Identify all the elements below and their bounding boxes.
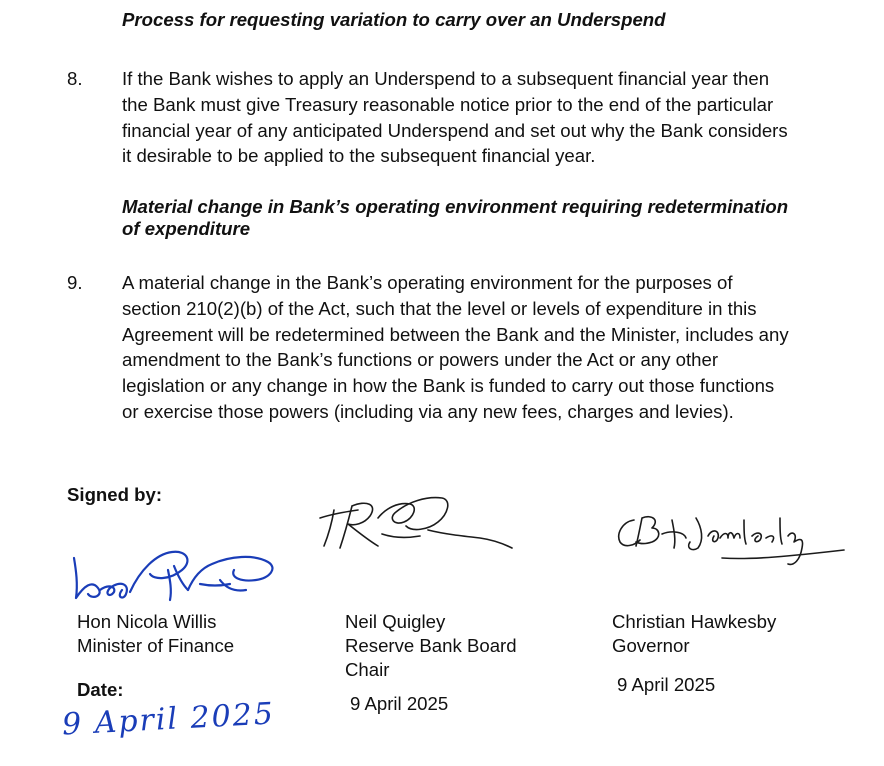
section-8-heading: Process for requesting variation to carry over an Underspend [122, 9, 666, 30]
clause-8-line: the Bank must give Treasury reasonable notice prior to the end of the particular [122, 93, 774, 115]
clause-9-text [122, 270, 882, 425]
clause-8-text [122, 66, 882, 169]
signatory-role: Minister of Finance [77, 635, 235, 656]
handwritten-date-text: 9 April 2025 [61, 696, 276, 743]
signed-by-label: Signed by: [67, 484, 163, 505]
signatory-date: 9 April 2025 [350, 693, 449, 714]
clause-8-number: 8. [67, 68, 83, 89]
signatory-role: Reserve Bank Board [345, 635, 517, 656]
signature-quigley [318, 488, 518, 568]
clause-8-line: financial year of any anticipated Underspend and set out why the Bank considers [122, 119, 788, 141]
clause-9-line: legislation or any change in how the Bank is funded to carry out those functions [122, 375, 775, 397]
clause-9-number: 9. [67, 272, 83, 293]
signatory-willis [77, 610, 234, 658]
signatory-name: Hon Nicola Willis [77, 611, 217, 632]
clause-8-line: If the Bank wishes to apply an Underspend to a subsequent financial year then [122, 68, 770, 89]
clause-9-line: Agreement will be redetermined between the Bank and the Minister, includes any [122, 323, 789, 345]
signature-willis [70, 540, 280, 610]
clause-8-line: it desirable to be applied to the subsequent financial year. [122, 145, 596, 167]
signatory-role: Governor [612, 635, 690, 656]
date-label: Date: [77, 679, 124, 700]
signatory-name: Christian Hawkesby [612, 611, 777, 632]
handwritten-date [61, 696, 292, 743]
clause-9-line: or exercise those powers (including via any new fees, charges and levies). [122, 400, 734, 422]
signatory-name: Neil Quigley [345, 611, 446, 632]
clause-9-line: section 210(2)(b) of the Act, such that the level or levels of expenditure in this [122, 297, 757, 319]
section-9-heading [122, 196, 788, 240]
signature-hawkesby [612, 508, 862, 578]
section-9-heading-line: Material change in Bank’s operating environment requiring redetermination [122, 196, 789, 217]
clause-9-line: A material change in the Bank’s operating environment for the purposes of [122, 272, 733, 293]
signatory-date: 9 April 2025 [617, 674, 716, 695]
signatory-role: Chair [345, 659, 390, 680]
section-9-heading-line: of expenditure [122, 218, 251, 239]
signatory-hawkesby [612, 610, 776, 658]
signatory-quigley [345, 610, 517, 682]
clause-9-line: amendment to the Bank’s functions or powers under the Act or any other [122, 349, 719, 371]
